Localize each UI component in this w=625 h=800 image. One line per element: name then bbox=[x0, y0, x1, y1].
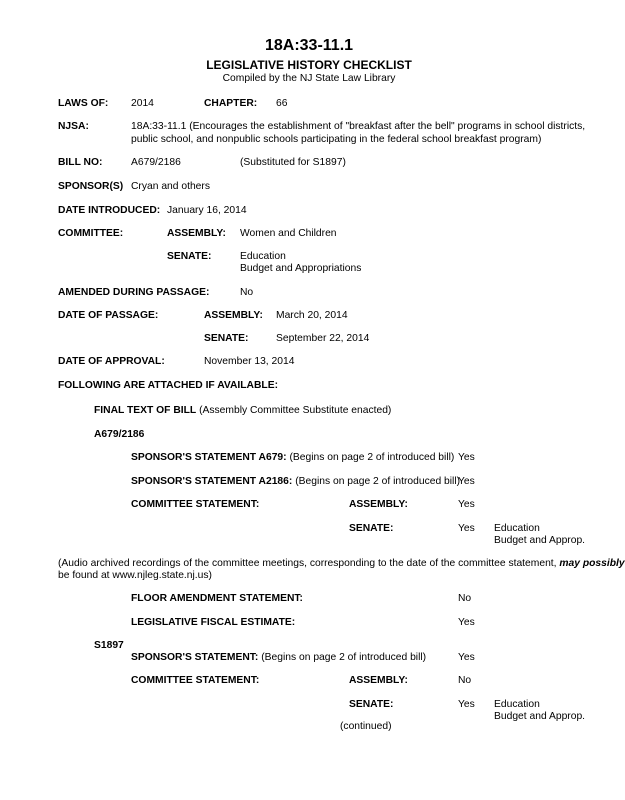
a679-assembly-label: ASSEMBLY: bbox=[349, 499, 408, 510]
s1897-committee-label: COMMITTEE STATEMENT: bbox=[131, 675, 260, 686]
committee-senate-value-1: Education bbox=[240, 251, 286, 262]
a679-senate-comm-1: Education bbox=[494, 523, 540, 534]
floor-value: No bbox=[458, 593, 472, 604]
amended-value: No bbox=[240, 287, 254, 298]
passage-assembly-value: March 20, 2014 bbox=[276, 310, 348, 321]
s1897-sponsor-value: Yes bbox=[458, 652, 475, 663]
a679-senate-label: SENATE: bbox=[349, 523, 394, 534]
s1897-senate-comm-1: Education bbox=[494, 699, 540, 710]
audio-note-text: (Audio archived recordings of the committee meetings, corresponding to the date of the committee statement, bbox=[58, 558, 560, 569]
laws-of-label: LAWS OF: bbox=[58, 98, 109, 109]
audio-note-emphasis: may possibly bbox=[559, 558, 625, 569]
committee-assembly-value: Women and Children bbox=[240, 228, 337, 239]
s1897-senate-value: Yes bbox=[458, 699, 475, 710]
sponsor-a2186-label: SPONSOR'S STATEMENT A2186: bbox=[131, 476, 293, 487]
date-introduced-value: January 16, 2014 bbox=[167, 205, 247, 216]
passage-label: DATE OF PASSAGE: bbox=[58, 310, 159, 321]
sponsor-a679-line bbox=[131, 451, 454, 464]
bill-no-note: (Substituted for S1897) bbox=[240, 157, 346, 168]
floor-label: FLOOR AMENDMENT STATEMENT: bbox=[131, 593, 303, 604]
s1897-heading: S1897 bbox=[94, 640, 124, 651]
page-title: 18A:33-11.1 bbox=[264, 37, 354, 54]
approval-label: DATE OF APPROVAL: bbox=[58, 356, 165, 367]
fiscal-label: LEGISLATIVE FISCAL ESTIMATE: bbox=[131, 617, 296, 628]
s1897-sponsor-line bbox=[131, 651, 426, 664]
date-introduced-label: DATE INTRODUCED: bbox=[58, 205, 161, 216]
sponsor-a679-note: (Begins on page 2 of introduced bill) bbox=[289, 452, 455, 463]
a679-committee-label: COMMITTEE STATEMENT: bbox=[131, 499, 260, 510]
final-text-label: FINAL TEXT OF BILL bbox=[94, 405, 197, 416]
chapter-label: CHAPTER: bbox=[204, 98, 258, 109]
sponsor-a2186-line bbox=[131, 475, 460, 488]
njsa-label: NJSA: bbox=[58, 121, 89, 132]
a679-senate-comm-2: Budget and Approp. bbox=[494, 535, 586, 546]
committee-senate-label: SENATE: bbox=[167, 251, 212, 262]
a679-senate-value: Yes bbox=[458, 523, 475, 534]
committee-assembly-label: ASSEMBLY: bbox=[167, 228, 226, 239]
amended-label: AMENDED DURING PASSAGE: bbox=[58, 287, 210, 298]
laws-of-value: 2014 bbox=[131, 98, 154, 109]
s1897-sponsor-label: SPONSOR'S STATEMENT: bbox=[131, 652, 259, 663]
page-subtitle: LEGISLATIVE HISTORY CHECKLIST bbox=[206, 58, 412, 72]
continued-note: (continued) bbox=[340, 721, 392, 732]
a679-assembly-value: Yes bbox=[458, 499, 475, 510]
audio-note-line-2: be found at www.njleg.state.nj.us) bbox=[58, 570, 212, 581]
committee-senate-value-2: Budget and Appropriations bbox=[240, 263, 362, 274]
bill-no-label: BILL NO: bbox=[58, 157, 103, 168]
sponsor-a2186-value: Yes bbox=[458, 476, 475, 487]
s1897-assembly-label: ASSEMBLY: bbox=[349, 675, 408, 686]
chapter-value: 66 bbox=[276, 98, 288, 109]
approval-value: November 13, 2014 bbox=[204, 356, 295, 367]
sponsor-value: Cryan and others bbox=[131, 181, 210, 192]
final-text-line bbox=[94, 404, 391, 417]
s1897-senate-label: SENATE: bbox=[349, 699, 394, 710]
a679-heading: A679/2186 bbox=[94, 429, 145, 440]
sponsor-a679-value: Yes bbox=[458, 452, 475, 463]
attached-heading: FOLLOWING ARE ATTACHED IF AVAILABLE: bbox=[58, 380, 279, 391]
passage-senate-label: SENATE: bbox=[204, 333, 249, 344]
final-text-note: (Assembly Committee Substitute enacted) bbox=[199, 405, 392, 416]
s1897-assembly-value: No bbox=[458, 675, 472, 686]
s1897-senate-comm-2: Budget and Approp. bbox=[494, 711, 586, 722]
passage-assembly-label: ASSEMBLY: bbox=[204, 310, 263, 321]
compiled-by: Compiled by the NJ State Law Library bbox=[222, 73, 396, 84]
bill-no-value: A679/2186 bbox=[131, 157, 181, 168]
sponsor-a679-label: SPONSOR'S STATEMENT A679: bbox=[131, 452, 287, 463]
fiscal-value: Yes bbox=[458, 617, 475, 628]
committee-label: COMMITTEE: bbox=[58, 228, 124, 239]
njsa-value: 18A:33-11.1 (Encourages the establishment of "breakfast after the bell" programs in school districts, public school, and nonpublic schools participating in the federal school breakfast program) bbox=[131, 121, 586, 145]
sponsor-a2186-note: (Begins on page 2 of introduced bill) bbox=[295, 476, 461, 487]
passage-senate-value: September 22, 2014 bbox=[276, 333, 370, 344]
sponsor-label: SPONSOR(S) bbox=[58, 181, 124, 192]
s1897-sponsor-note: (Begins on page 2 of introduced bill) bbox=[261, 652, 427, 663]
